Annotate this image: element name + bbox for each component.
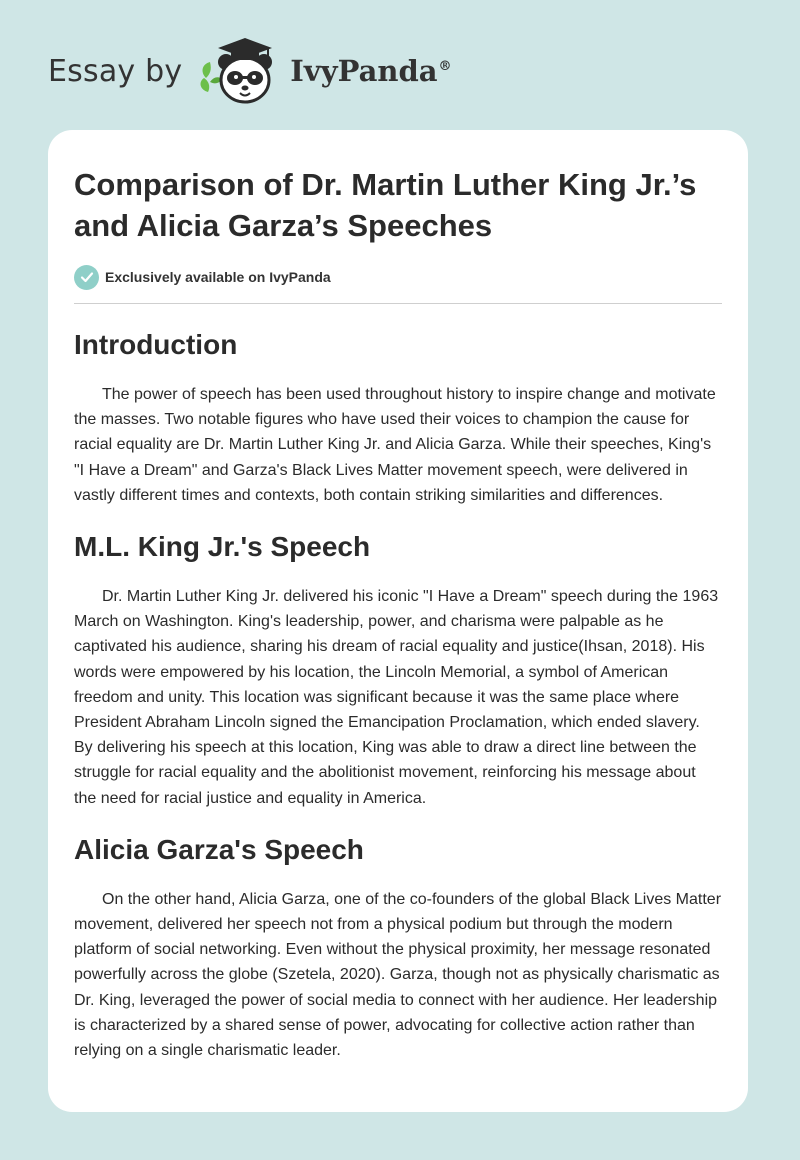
brand-name[interactable] — [290, 54, 451, 88]
section-paragraph: The power of speech has been used throughout history to inspire change and motivate the masses. Two notable figures who have used their voices to champion the cause for racial equality are Dr. Martin Luther King Jr. and Alicia Garza. While their speeches, King's "I Have a Dream" and Garza's Black Lives Matter movement speech, were delivered in vastly different times and contexts, both contain striking similarities and differences. — [74, 386, 716, 504]
section-introduction — [74, 328, 722, 508]
section-paragraph: On the other hand, Alicia Garza, one of the co-founders of the global Black Lives Matter movement, delivered her speech not from a physical podium but through the modern platform of social networking. Even without the physical proximity, her message resonated powerfully across the globe (Szetela, 2020). Garza, though not as physically charismatic as Dr. King, leveraged the power of social media to connect with her audience. Her leadership is characterized by a shared sense of power, advocating for collective action rather than relying on a single charismatic leader. — [74, 890, 722, 1060]
panda-graduate-logo-icon[interactable] — [198, 32, 286, 110]
section-heading: M.L. King Jr.'s Speech — [74, 531, 371, 563]
checkmark-circle-icon — [74, 265, 99, 290]
exclusive-badge — [74, 264, 722, 290]
section-king-speech — [74, 530, 722, 811]
section-heading: Alicia Garza's Speech — [74, 833, 364, 865]
registered-mark: ® — [438, 59, 452, 75]
divider — [74, 303, 722, 304]
section-garza-speech — [74, 833, 722, 1063]
essay-card — [48, 130, 748, 1112]
essay-by-label: Essay by — [48, 53, 183, 89]
section-heading: Introduction — [74, 329, 238, 360]
brand-text: IvyPanda — [290, 54, 438, 88]
essay-title: Comparison of Dr. Martin Luther King Jr.’s and Alicia Garza’s Speeches — [74, 167, 697, 243]
site-header — [48, 32, 452, 110]
section-paragraph: Dr. Martin Luther King Jr. delivered his iconic "I Have a Dream" speech during the 1963 March on Washington. King's leadership, power, and charisma were palpable as he captivated his audience, sharing his dream of racial equality and justice(Ihsan, 2018). His words were empowered by his location, the Lincoln Memorial, a symbol of American freedom and unity. This location was significant because it was the same place where President Abraham Lincoln signed the Emancipation Proclamation, which ended slavery. By delivering his speech at this location, King was able to draw a direct line between the struggle for racial equality and the abolitionist movement, reinforcing his message about the need for racial justice and equality in America. — [74, 588, 719, 807]
badge-label: Exclusively available on IvyPanda — [105, 269, 331, 285]
